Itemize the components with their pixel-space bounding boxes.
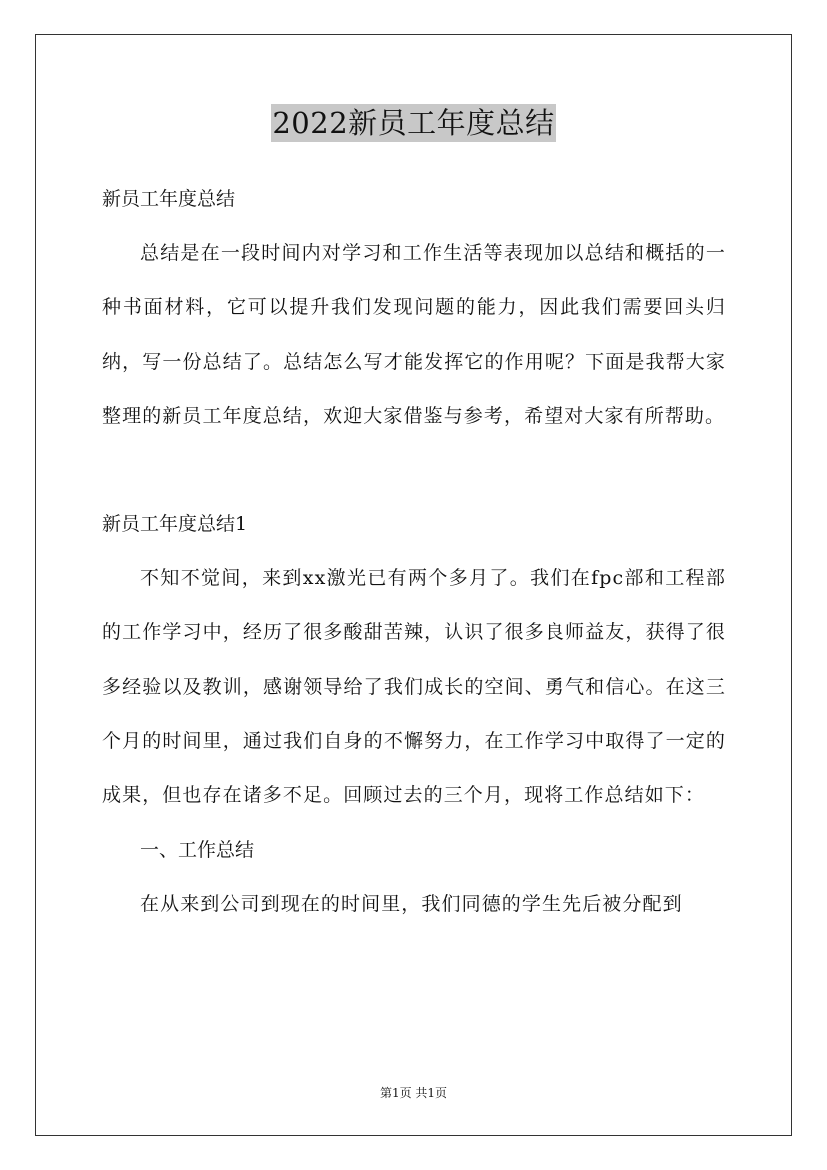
- section1-heading: 新员工年度总结1: [102, 513, 248, 536]
- intro-paragraph: 总结是在一段时间内对学习和工作生活等表现加以总结和概括的一种书面材料，它可以提升我们发现问题的能力，因此我们需要回头归纳，写一份总结了。总结怎么写才能发挥它的作用呢？下面是我帮大家整理的新员工年度总结，欢迎大家借鉴与参考，希望对大家有所帮助。: [102, 242, 726, 427]
- document-title: 2022新员工年度总结: [272, 106, 555, 140]
- document-body: [102, 172, 726, 931]
- intro-heading: 新员工年度总结: [102, 188, 236, 210]
- paragraph-gap: [102, 443, 726, 497]
- title-container: [0, 104, 827, 142]
- subsection-paragraph: 在从来到公司到现在的时间里，我们同德的学生先后被分配到: [140, 892, 683, 915]
- section1-paragraph: 不知不觉间，来到xx激光已有两个多月了。我们在fpc部和工程部的工作学习中，经历了很多酸甜苦辣，认识了很多良师益友，获得了很多经验以及教训，感谢领导给了我们成长的空间、勇气和信心。在这三个月的时间里，通过我们自身的不懈努力，在工作学习中取得了一定的成果，但也存在诸多不足。回顾过去的三个月，现将工作总结如下：: [102, 567, 726, 807]
- subsection-heading: 一、工作总结: [140, 838, 255, 861]
- page-footer: 第1页 共1页: [379, 1086, 448, 1100]
